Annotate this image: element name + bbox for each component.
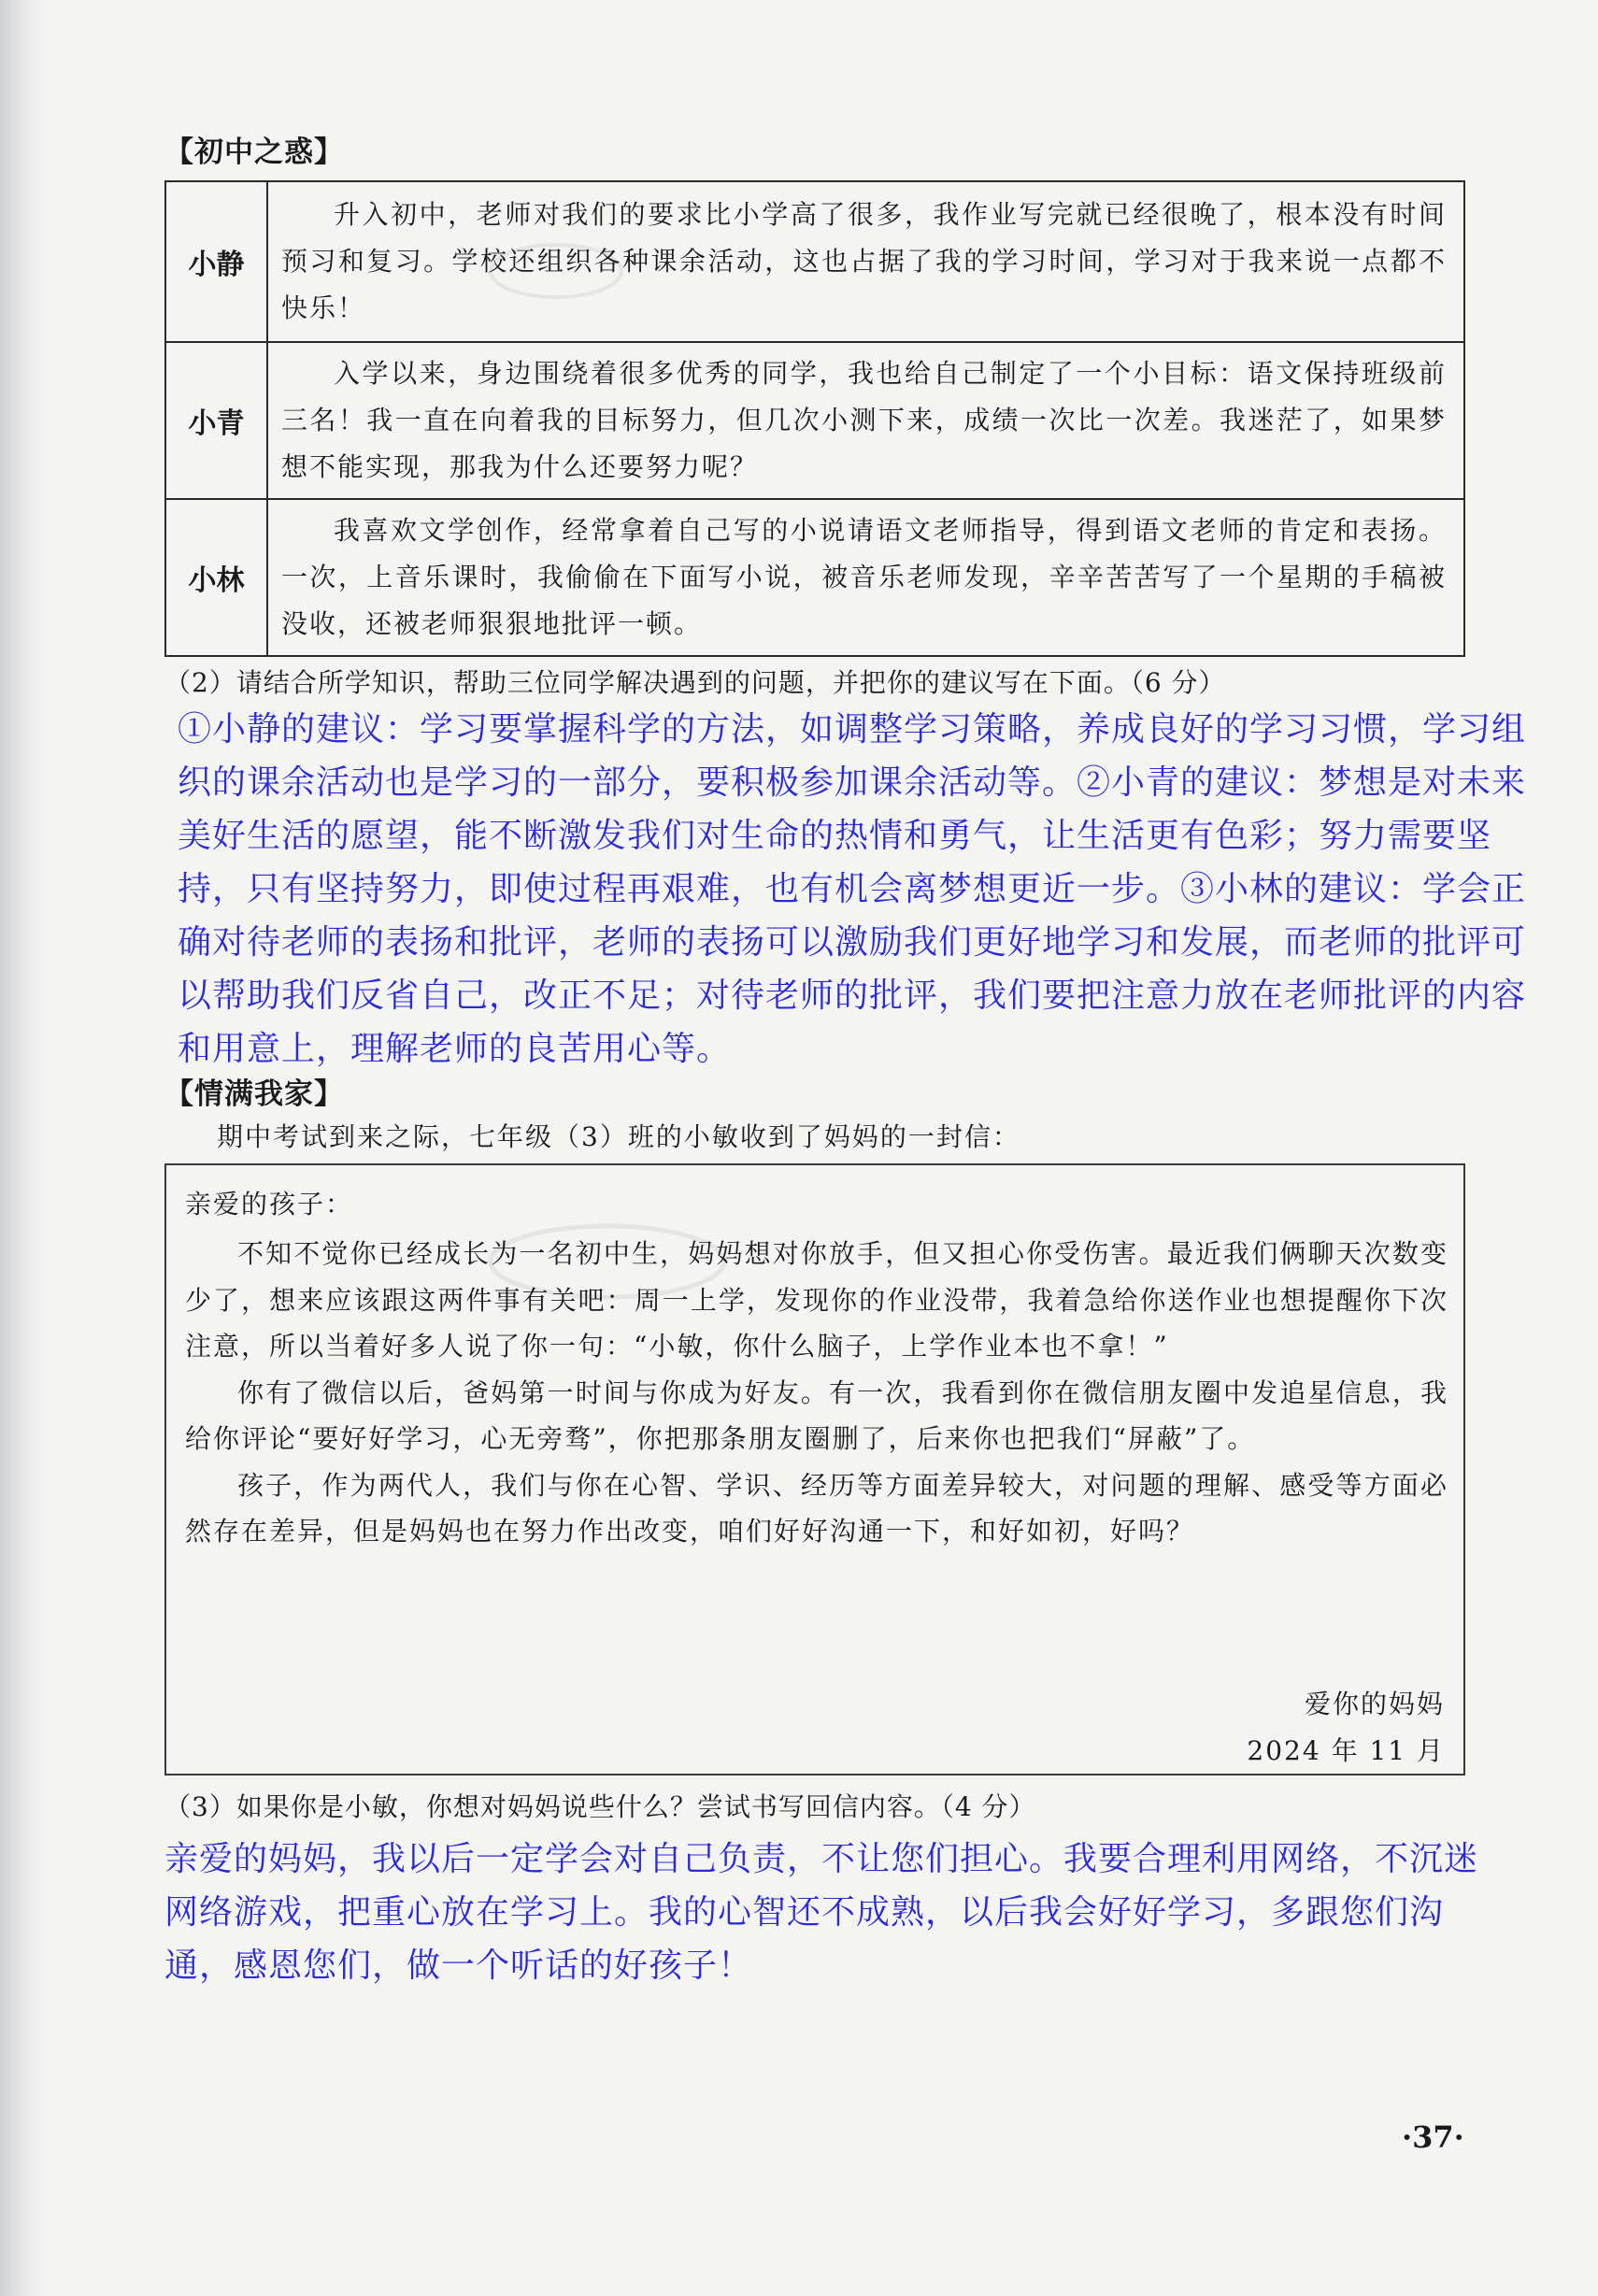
section-title-family: 【情满我家】 xyxy=(164,1077,344,1111)
student-issue-text: 入学以来，身边围绕着很多优秀的同学，我也给自己制定了一个小目标：语文保持班级前三名！我一直在向着我的目标努力，但几次小测下来，成绩一次比一次差。我迷茫了，如果梦想不能实现，那我为什么还要努力呢？ xyxy=(267,342,1464,499)
student-name: 小林 xyxy=(165,499,267,656)
letter-body xyxy=(185,1231,1448,1555)
student-name: 小青 xyxy=(165,342,267,499)
letter-greeting: 亲爱的孩子： xyxy=(185,1189,354,1219)
page-edge-shadow xyxy=(0,0,43,2296)
section-title-confusion: 【初中之惑】 xyxy=(164,135,344,169)
letter-signature: 爱你的妈妈 xyxy=(1304,1689,1445,1719)
table-row xyxy=(165,342,1464,499)
letter-paragraph: 孩子，作为两代人，我们与你在心智、学识、经历等方面差异较大，对问题的理解、感受等方面必然存在差异，但是妈妈也在努力作出改变，咱们好好沟通一下，和好如初，好吗？ xyxy=(185,1469,1448,1547)
letter-paragraph: 不知不觉你已经成长为一名初中生，妈妈想对你放手，但又担心你受伤害。最近我们俩聊天次数变少了，想来应该跟这两件事有关吧：周一上学，发现你的作业没带，我着急给你送作业也想提醒你下次注意，所以当着好多人说了你一句：“小敏，你什么脑子，上学作业本也不拿！” xyxy=(185,1238,1448,1362)
question-3: （3）如果你是小敏，你想对妈妈说些什么？尝试书写回信内容。（4 分） xyxy=(164,1791,1036,1822)
letter-paragraph: 你有了微信以后，爸妈第一时间与你成为好友。有一次，我看到你在微信朋友圈中发追星信息，我给你评论“要好好学习，心无旁骛”，你把那条朋友圈删了，后来你也把我们“屏蔽”了。 xyxy=(185,1376,1448,1454)
student-issue-text: 升入初中，老师对我们的要求比小学高了很多，我作业写完就已经很晚了，根本没有时间预习和复习。学校还组织各种课余活动，这也占据了我的学习时间，学习对于我来说一点都不快乐！ xyxy=(267,181,1464,342)
letter-date: 2024 年 11 月 xyxy=(1247,1735,1445,1766)
answer-3: 亲爱的妈妈，我以后一定学会对自己负责，不让您们担心。我要合理利用网络，不沉迷网络游戏，把重心放在学习上。我的心智还不成熟，以后我会好好学习，多跟您们沟通，感恩您们，做一个听话的好孩子！ xyxy=(164,1840,1479,1985)
letter-box xyxy=(164,1163,1465,1775)
answer-2: ①小静的建议：学习要掌握科学的方法，如调整学习策略，养成良好的学习习惯，学习组织的课余活动也是学习的一部分，要积极参加课余活动等。②小青的建议：梦想是对未来美好生活的愿望，能不断激发我们对生命的热情和勇气，让生活更有色彩；努力需要坚持，只有坚持努力，即使过程再艰难，也有机会离梦想更近一步。③小林的建议：学会正确对待老师的表扬和批评，老师的表扬可以激励我们更好地学习和发展，而老师的批评可以帮助我们反省自己，改正不足；对待老师的批评，我们要把注意力放在老师批评的内容和用意上，理解老师的良苦用心等。 xyxy=(178,710,1527,1068)
table-row xyxy=(165,181,1464,342)
student-issue-text: 我喜欢文学创作，经常拿着自己写的小说请语文老师指导，得到语文老师的肯定和表扬。一次，上音乐课时，我偷偷在下面写小说，被音乐老师发现，辛辛苦苦写了一个星期的手稿被没收，还被老师狠狠地批评一顿。 xyxy=(267,499,1464,656)
question-2: （2）请结合所学知识，帮助三位同学解决遇到的问题，并把你的建议写在下面。（6 分） xyxy=(164,667,1226,698)
student-name: 小静 xyxy=(165,181,267,342)
table-row xyxy=(165,499,1464,656)
page-number: ·37· xyxy=(1402,2119,1464,2155)
student-issues-table xyxy=(164,180,1465,657)
letter-intro: 期中考试到来之际，七年级（3）班的小敏收到了妈妈的一封信： xyxy=(217,1121,1020,1152)
